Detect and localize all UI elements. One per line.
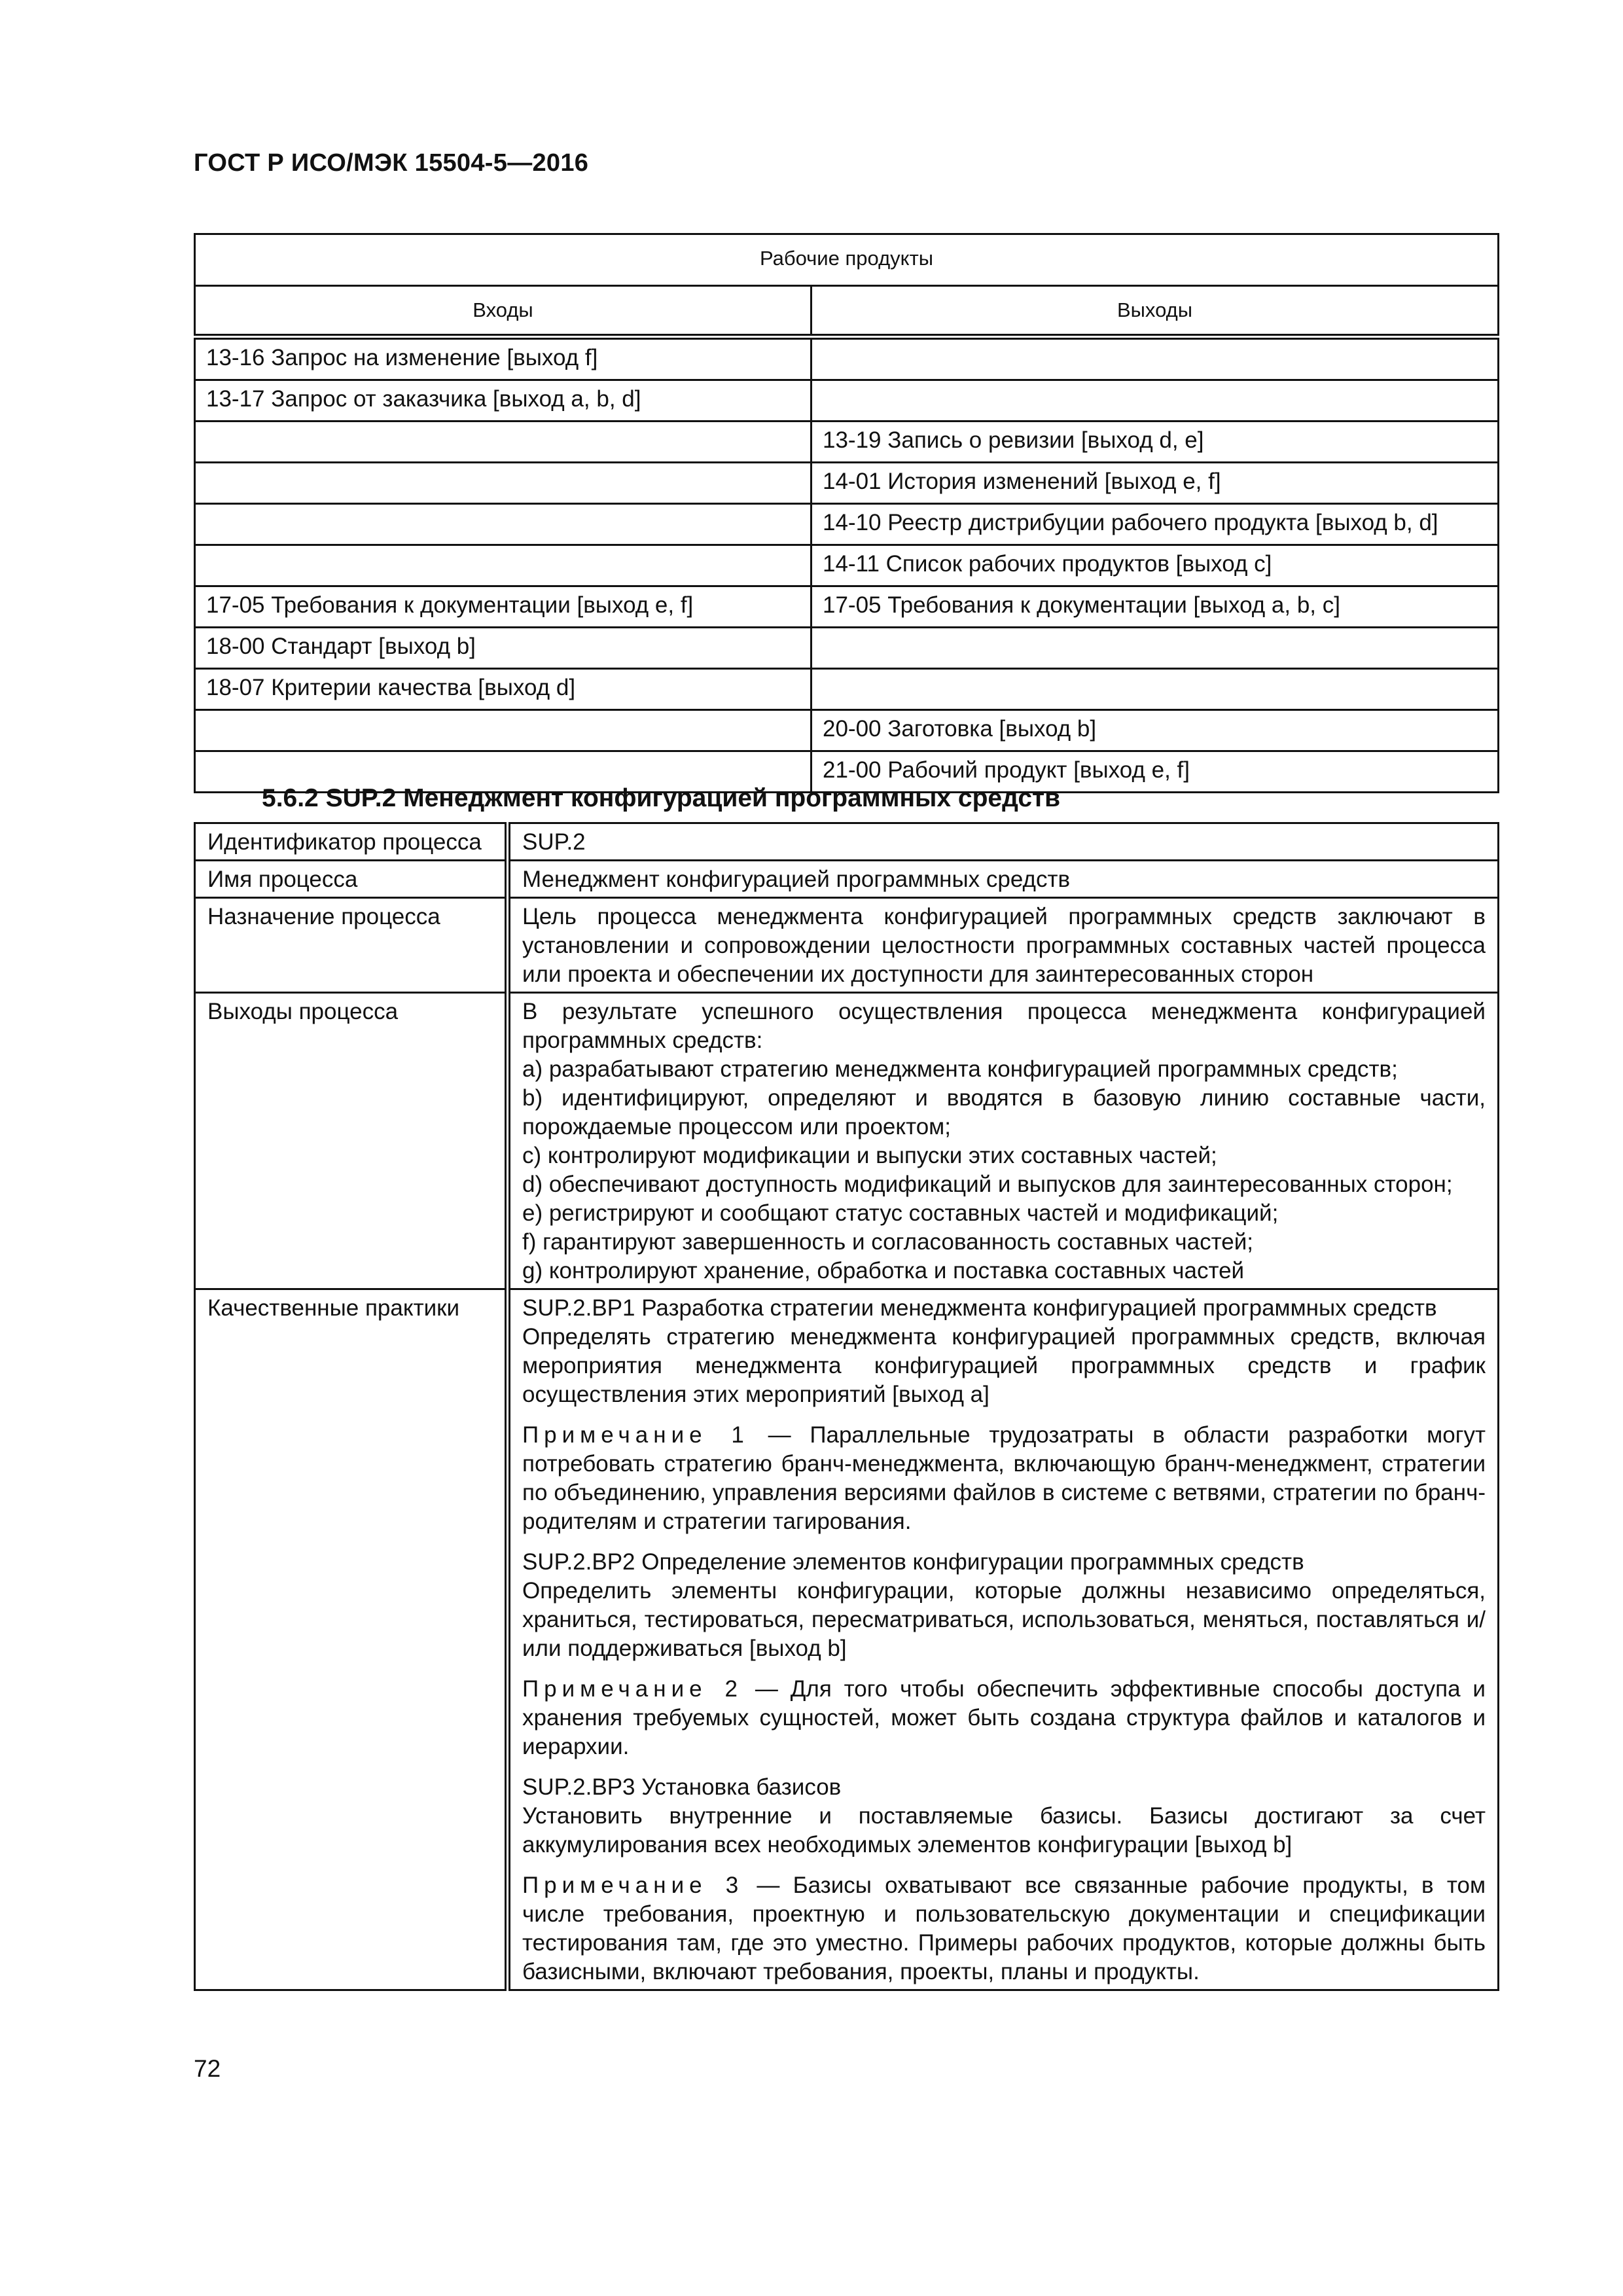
table-row xyxy=(195,504,1499,545)
output-cell: 17-05 Требования к документации [выход a, b, c] xyxy=(812,586,1499,628)
base-practice-1 xyxy=(522,1294,1486,1409)
bp3-title: SUP.2.BP3 Установка базисов xyxy=(522,1774,842,1800)
process-practices-label: Качественные практики xyxy=(195,1289,508,1990)
note1-label: Примечание 1 xyxy=(522,1422,749,1448)
outcome-item: c) контролируют модификации и выпуски этих составных частей; xyxy=(522,1143,1217,1168)
bp2-title: SUP.2.BP2 Определение элементов конфигурации программных средств xyxy=(522,1549,1304,1575)
input-cell xyxy=(195,545,812,586)
page-number: 72 xyxy=(194,2055,221,2082)
input-cell xyxy=(195,710,812,751)
outcome-item: b) идентифицируют, определяют и вводятся в базовую линию составные части, порождаемые процессом или проектом; xyxy=(522,1085,1486,1139)
input-cell: 13-16 Запрос на изменение [выход f] xyxy=(195,337,812,380)
table-row xyxy=(195,380,1499,422)
section-heading: 5.6.2 SUP.2 Менеджмент конфигурацией программных средств xyxy=(262,784,1061,812)
process-practices-value xyxy=(508,1289,1499,1990)
process-id-value: SUP.2 xyxy=(508,823,1499,861)
output-cell xyxy=(812,380,1499,422)
input-cell: 17-05 Требования к документации [выход e, f] xyxy=(195,586,812,628)
note-3 xyxy=(522,1871,1486,1986)
process-outcomes-value xyxy=(508,993,1499,1289)
process-purpose-row xyxy=(195,898,1499,993)
table-row xyxy=(195,422,1499,463)
base-practice-3 xyxy=(522,1773,1486,1859)
outputs-column-header: Выходы xyxy=(812,286,1499,337)
output-cell: 14-10 Реестр дистрибуции рабочего продукта [выход b, d] xyxy=(812,504,1499,545)
table-row xyxy=(195,669,1499,710)
process-purpose-value: Цель процесса менеджмента конфигурацией программных средств заключают в установлении и сопровождении целостности программных составных частей процесса или проекта и обеспечении их доступности для заинтересованных сторон xyxy=(508,898,1499,993)
table-row xyxy=(195,337,1499,380)
bp2-text: Определить элементы конфигурации, которые должны независимо определяться, храниться, тестироваться, пересматриваться, использоваться, меняться, поставляться и/или поддерживаться [выход b] xyxy=(522,1578,1486,1661)
process-name-row xyxy=(195,861,1499,898)
note2-text: — Для того чтобы обеспечить эффективные способы доступа и хранения требуемых сущностей, может быть создана структура файлов и каталогов и иерархии. xyxy=(522,1676,1486,1759)
process-outcomes-label: Выходы процесса xyxy=(195,993,508,1289)
table-row xyxy=(195,710,1499,751)
note2-label: Примечание 2 xyxy=(522,1676,743,1702)
process-purpose-label: Назначение процесса xyxy=(195,898,508,993)
note3-text: — Базисы охватывают все связанные рабочие продукты, в том числе требования, проектную и пользовательскую документации и спецификации тестирования там, где это уместно. Примеры рабочих продуктов, которые должны быть базисными, включают требования, проекты, планы и продукты. xyxy=(522,1873,1486,1984)
output-cell: 13-19 Запись о ревизии [выход d, e] xyxy=(812,422,1499,463)
note1-text: — Параллельные трудозатраты в области разработки могут потребовать стратегию бранч-менеджмента, включающую бранч-менеджмент, стратегии по объединению, управления версиями файлов в системе с ветвями, стратегии по бранч-родителям и стратегии тагирования. xyxy=(522,1422,1486,1534)
output-cell: 21-00 Рабочий продукт [выход e, f] xyxy=(812,751,1499,793)
process-id-row xyxy=(195,823,1499,861)
input-cell: 18-00 Стандарт [выход b] xyxy=(195,628,812,669)
input-cell xyxy=(195,504,812,545)
work-products-table xyxy=(194,233,1499,793)
outcome-item: e) регистрируют и сообщают статус составных частей и модификаций; xyxy=(522,1200,1279,1226)
output-cell: 14-01 История изменений [выход e, f] xyxy=(812,463,1499,504)
bp1-text: Определять стратегию менеджмента конфигурацией программных средств, включая мероприятия менеджмента конфигурацией программных средств и график осуществления этих мероприятий [выход a] xyxy=(522,1324,1486,1407)
bp3-text: Установить внутренние и поставляемые базисы. Базисы достигают за счет аккумулирования всех необходимых элементов конфигурации [выход b] xyxy=(522,1803,1486,1857)
process-name-value: Менеджмент конфигурацией программных средств xyxy=(508,861,1499,898)
input-cell: 18-07 Критерии качества [выход d] xyxy=(195,669,812,710)
table-row xyxy=(195,586,1499,628)
note-1 xyxy=(522,1421,1486,1536)
output-cell xyxy=(812,337,1499,380)
process-outcomes-row xyxy=(195,993,1499,1289)
note-2 xyxy=(522,1675,1486,1761)
output-cell xyxy=(812,669,1499,710)
table-row xyxy=(195,545,1499,586)
process-practices-row xyxy=(195,1289,1499,1990)
outcome-item: f) гарантируют завершенность и согласованность составных частей; xyxy=(522,1229,1254,1255)
bp1-title: SUP.2.BP1 Разработка стратегии менеджмента конфигурацией программных средств xyxy=(522,1295,1437,1321)
process-id-label: Идентификатор процесса xyxy=(195,823,508,861)
output-cell xyxy=(812,628,1499,669)
document-header: ГОСТ Р ИСО/МЭК 15504-5—2016 xyxy=(194,149,589,177)
output-cell: 20-00 Заготовка [выход b] xyxy=(812,710,1499,751)
process-name-label: Имя процесса xyxy=(195,861,508,898)
process-table xyxy=(194,822,1499,1991)
inputs-column-header: Входы xyxy=(195,286,812,337)
outcome-item: a) разрабатывают стратегию менеджмента конфигурацией программных средств; xyxy=(522,1056,1398,1082)
note3-label: Примечание 3 xyxy=(522,1873,744,1898)
input-cell: 13-17 Запрос от заказчика [выход a, b, d] xyxy=(195,380,812,422)
outcomes-intro: В результате успешного осуществления процесса менеджмента конфигурацией программных средств: xyxy=(522,999,1486,1053)
table-row xyxy=(195,628,1499,669)
outcome-item: d) обеспечивают доступность модификаций и выпусков для заинтересованных сторон; xyxy=(522,1172,1453,1197)
input-cell xyxy=(195,422,812,463)
input-cell xyxy=(195,463,812,504)
output-cell: 14-11 Список рабочих продуктов [выход c] xyxy=(812,545,1499,586)
outcome-item: g) контролируют хранение, обработка и поставка составных частей xyxy=(522,1258,1245,1283)
work-products-title: Рабочие продукты xyxy=(195,234,1499,286)
table-row xyxy=(195,463,1499,504)
base-practice-2 xyxy=(522,1548,1486,1663)
